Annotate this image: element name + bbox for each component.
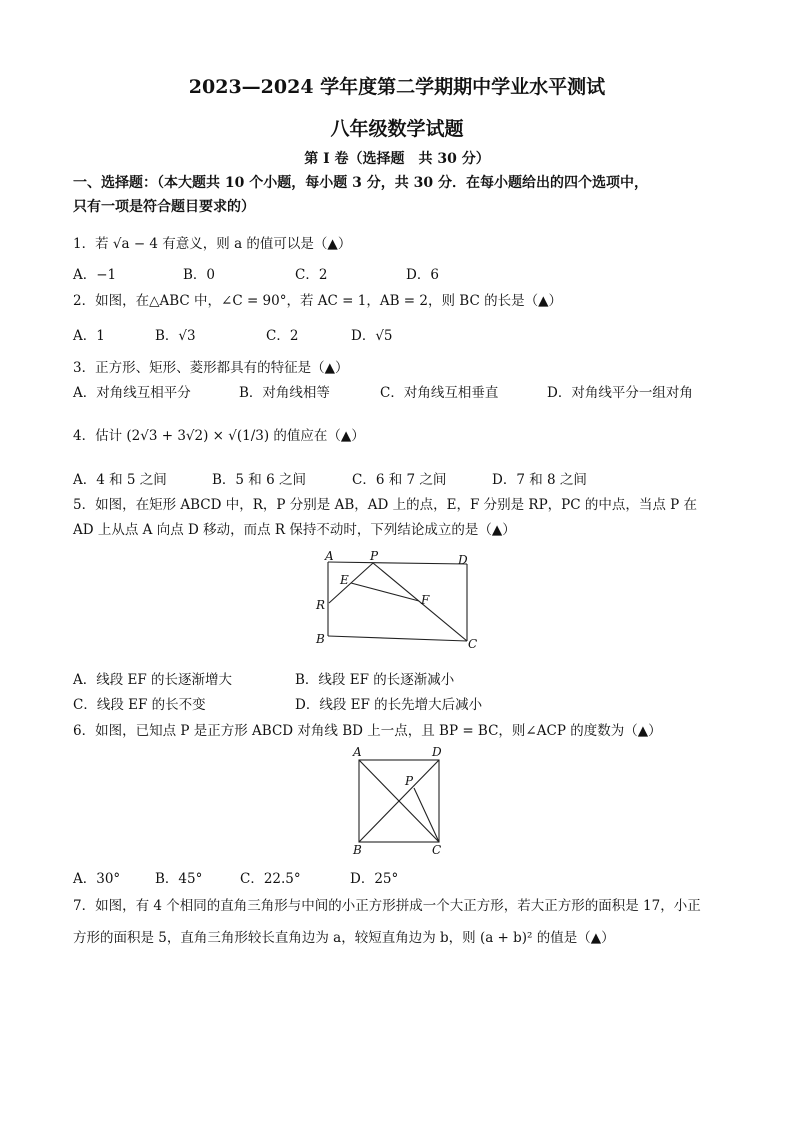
question-4-option-a: A．4 和 5 之间 (73, 472, 167, 488)
q5-label-f: F (421, 593, 430, 607)
question-5-option-a: A．线段 EF 的长逐渐增大 (73, 672, 233, 688)
question-4-option-c: C．6 和 7 之间 (352, 472, 447, 488)
question-6-option-a: A．30° (73, 871, 121, 887)
question-3-option-a: A．对角线互相平分 (73, 385, 191, 401)
question-2-option-a: A．1 (73, 328, 105, 344)
question-4-option-d: D．7 和 8 之间 (492, 472, 587, 488)
part-instructions-line1: 一、选择题：（本大题共 10 个小题，每小题 3 分，共 30 分．在每小题给出的四个选项中， (73, 175, 648, 191)
question-4-option-b: B．5 和 6 之间 (212, 472, 306, 488)
q5-label-b: B (316, 632, 325, 646)
question-1-option-b: B．0 (183, 267, 216, 283)
question-2-stem: 2．如图，在△ABC 中，∠C = 90°，若 AC = 1，AB = 2，则 BC 的长是（▲） (73, 293, 562, 309)
q6-label-a: A (353, 745, 362, 759)
q5-label-a: A (325, 549, 334, 563)
exam-subtitle: 八年级数学试题 (330, 118, 464, 140)
question-6-stem: 6．如图，已知点 P 是正方形 ABCD 对角线 BD 上一点，且 BP = BC，则∠ACP 的度数为（▲） (73, 723, 662, 739)
q5-label-d: D (458, 553, 468, 567)
question-7-stem-line1: 7．如图，有 4 个相同的直角三角形与中间的小正方形拼成一个大正方形，若大正方形的面积是 17，小正 (73, 898, 701, 914)
question-3-option-b: B．对角线相等 (239, 385, 330, 401)
q5-segment-pc (373, 563, 467, 641)
question-5-figure (310, 548, 490, 652)
question-3-option-c: C．对角线互相垂直 (380, 385, 499, 401)
question-1-stem: 1．若 √a − 4 有意义，则 a 的值可以是（▲） (73, 236, 352, 252)
q6-label-d: D (432, 745, 442, 759)
q5-label-r: R (316, 598, 326, 612)
question-5-option-d: D．线段 EF 的长先增大后减小 (295, 697, 483, 713)
question-2-option-d: D．√5 (351, 328, 393, 344)
q6-label-p: P (405, 774, 414, 788)
question-2-option-b: B．√3 (155, 328, 196, 344)
question-1-option-d: D．6 (406, 267, 439, 283)
q6-label-c: C (432, 843, 442, 857)
question-6-figure (343, 742, 453, 858)
part-instructions-line2: 只有一项是符合题目要求的） (73, 199, 255, 215)
question-7-stem-line2: 方形的面积是 5，直角三角形较长直角边为 a，较短直角边为 b，则 (a + b)² 的值是（▲） (73, 930, 615, 946)
question-6-option-b: B．45° (155, 871, 203, 887)
q6-segment-pc (414, 788, 439, 842)
question-3-option-d: D．对角线平分一组对角 (547, 385, 693, 401)
question-5-stem-line1: 5．如图，在矩形 ABCD 中，R，P 分别是 AB，AD 上的点，E，F 分别是 RP，PC 的中点，当点 P 在 (73, 497, 698, 513)
question-5-stem-line2: AD 上从点 A 向点 D 移动，而点 R 保持不动时，下列结论成立的是（▲） (73, 522, 516, 538)
exam-title: 2023—2024 学年度第二学期期中学业水平测试 (188, 76, 606, 98)
question-5-option-c: C．线段 EF 的长不变 (73, 697, 206, 713)
section-heading: 第 I 卷（选择题 共 30 分） (304, 151, 490, 167)
question-3-stem: 3．正方形、矩形、菱形都具有的特征是（▲） (73, 360, 349, 376)
question-6-option-d: D．25° (350, 871, 399, 887)
question-1-option-a: A．−1 (73, 267, 117, 283)
q5-label-c: C (468, 637, 478, 651)
q5-label-p: P (370, 549, 379, 563)
q5-side-bc (328, 636, 467, 641)
q6-label-b: B (353, 843, 362, 857)
question-5-option-b: B．线段 EF 的长逐渐减小 (295, 672, 455, 688)
question-1-option-c: C．2 (295, 267, 328, 283)
q5-side-ad (328, 562, 467, 564)
q5-label-e: E (340, 573, 349, 587)
question-6-option-c: C．22.5° (240, 871, 301, 887)
question-2-option-c: C．2 (266, 328, 299, 344)
question-4-stem: 4．估计 (2√3 + 3√2) × √(1/3) 的值应在（▲） (73, 428, 365, 444)
